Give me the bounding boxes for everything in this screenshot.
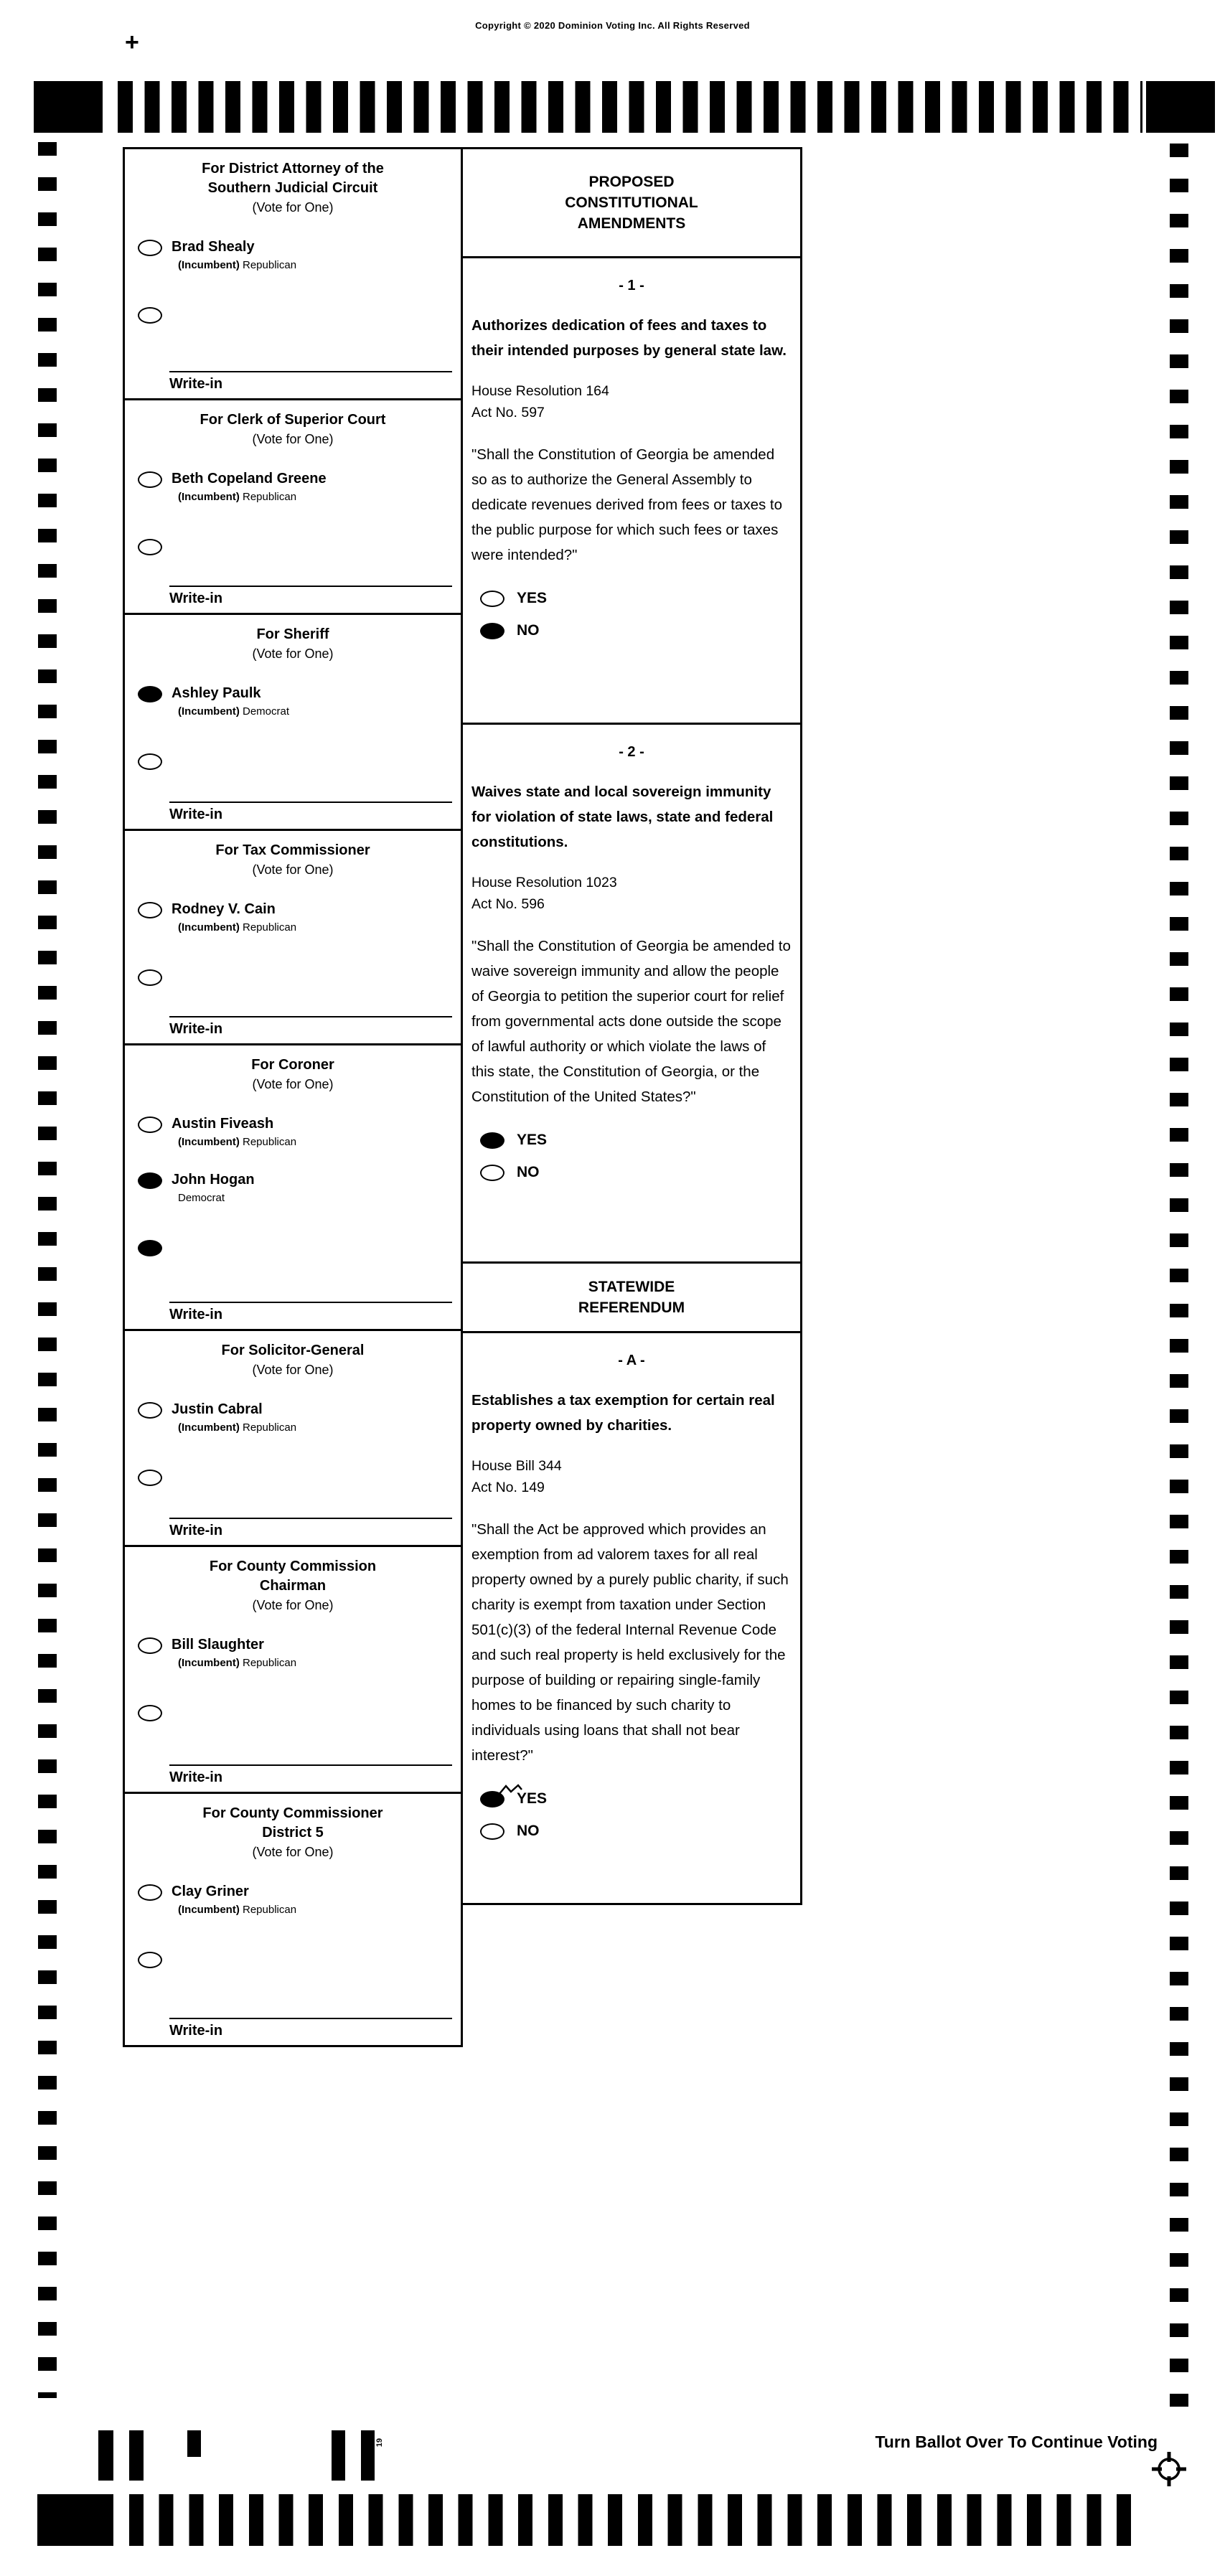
yes-label: YES xyxy=(517,589,548,606)
candidate-row xyxy=(138,1883,461,1917)
write-in-line[interactable] xyxy=(169,1764,452,1766)
candidate-text xyxy=(172,901,296,935)
amendments-header-line2: CONSTITUTIONAL xyxy=(565,194,698,211)
candidate-row xyxy=(138,238,461,273)
measure-number: - 1 - xyxy=(619,278,644,293)
vote-for-instruction: (Vote for One) xyxy=(252,647,334,661)
contest-district-attorney xyxy=(125,149,461,400)
candidate-name: Justin Cabral xyxy=(172,1401,263,1417)
candidate-text xyxy=(172,1883,296,1917)
contest-title-line1: For County Commission xyxy=(209,1559,377,1574)
write-in-oval[interactable] xyxy=(138,1240,162,1256)
timing-block-top-left xyxy=(34,81,103,133)
measure-ref-line2: Act No. 149 xyxy=(471,1480,545,1495)
id-bar xyxy=(361,2430,375,2481)
no-row xyxy=(480,1822,800,1840)
candidate-party xyxy=(178,1420,296,1435)
write-in-oval-row xyxy=(138,537,461,555)
write-in-line[interactable] xyxy=(169,1016,452,1017)
yes-oval[interactable] xyxy=(480,591,504,607)
party-label: Republican xyxy=(243,1657,297,1669)
candidate-party xyxy=(178,1190,255,1205)
vote-for-instruction: (Vote for One) xyxy=(252,1077,334,1091)
candidate-row xyxy=(138,1636,461,1670)
candidate-text xyxy=(172,685,289,719)
candidate-party xyxy=(178,1655,296,1670)
yes-label: YES xyxy=(517,1790,548,1807)
yes-row xyxy=(480,1790,800,1808)
write-in-block xyxy=(125,1016,461,1043)
statewide-referendum-header xyxy=(463,1264,800,1333)
write-in-oval[interactable] xyxy=(138,753,162,770)
timing-block-bottom-left xyxy=(37,2494,113,2546)
id-bar-label: 19 xyxy=(375,2438,384,2448)
contest-title xyxy=(125,1341,461,1360)
measure-reference xyxy=(471,872,792,915)
write-in-oval[interactable] xyxy=(138,307,162,324)
contest-title-line2: District 5 xyxy=(262,1825,324,1841)
vote-oval[interactable] xyxy=(138,1402,162,1419)
measure-amendment-1 xyxy=(463,258,800,725)
write-in-oval[interactable] xyxy=(138,1952,162,1968)
measure-reference xyxy=(471,380,792,423)
contest-sheriff xyxy=(125,615,461,831)
write-in-label: Write-in xyxy=(169,1523,223,1538)
measure-referendum-a xyxy=(463,1333,800,1903)
statewide-header-line1: STATEWIDE xyxy=(588,1279,675,1295)
registration-plus-icon: + xyxy=(125,29,139,56)
write-in-oval-row xyxy=(138,1950,461,1968)
measure-question: "Shall the Constitution of Georgia be amended to waive sovereign immunity and allow the people of Georgia to petition the superior court for relief from governmental acts done outside the scope of lawful authority or which violate the laws of this state, the Constitution of Georgia, or the Constitution of the United States?" xyxy=(471,938,791,1105)
measure-ref-line1: House Bill 344 xyxy=(471,1458,562,1474)
candidate-name: Clay Griner xyxy=(172,1884,249,1899)
write-in-block xyxy=(125,2018,461,2045)
measure-question: "Shall the Act be approved which provides an exemption from ad valorem taxes for all real property owned by a purely public charity, if such charity is exempt from taxation under Section 501(c)(3) of the federal Internal Revenue Code and such real property is held exclusively for the purpose of building or repairing single-family homes to be financed by such charity to individuals using loans that shall not bear interest?" xyxy=(471,1521,789,1764)
write-in-oval-row xyxy=(138,1238,461,1256)
incumbent-label: (Incumbent) xyxy=(178,259,240,271)
voter-stray-mark xyxy=(497,1783,523,1796)
candidate-name: Brad Shealy xyxy=(172,239,255,255)
write-in-label: Write-in xyxy=(169,807,223,822)
write-in-line[interactable] xyxy=(169,802,452,803)
vote-oval[interactable] xyxy=(138,902,162,918)
candidate-name: Ashley Paulk xyxy=(172,685,261,701)
write-in-line[interactable] xyxy=(169,1518,452,1519)
candidate-text xyxy=(172,1115,296,1150)
contest-title-line2: Southern Judicial Circuit xyxy=(207,180,378,196)
candidate-name: Rodney V. Cain xyxy=(172,901,276,917)
id-bar xyxy=(98,2430,113,2481)
no-label: NO xyxy=(517,621,540,639)
write-in-oval-row xyxy=(138,968,461,986)
contest-tax-commissioner xyxy=(125,831,461,1045)
write-in-label: Write-in xyxy=(169,1769,223,1785)
write-in-line[interactable] xyxy=(169,586,452,587)
contest-title xyxy=(125,159,461,198)
candidate-party xyxy=(178,704,289,719)
vote-for-instruction: (Vote for One) xyxy=(252,432,334,446)
contest-coroner xyxy=(125,1045,461,1331)
measure-summary: Waives state and local sovereign immunity for violation of state laws, state and federal constitutions. xyxy=(471,784,774,850)
write-in-label: Write-in xyxy=(169,2023,223,2039)
vote-oval[interactable] xyxy=(138,1172,162,1189)
contest-title-line1: For Clerk of Superior Court xyxy=(200,412,386,428)
contest-title-line1: For Sheriff xyxy=(256,626,329,642)
measure-ref-line1: House Resolution 1023 xyxy=(471,875,617,890)
party-label: Republican xyxy=(243,491,297,503)
contest-title xyxy=(125,1056,461,1075)
no-oval[interactable] xyxy=(480,1823,504,1840)
candidate-row xyxy=(138,1171,461,1205)
write-in-oval-row xyxy=(138,752,461,770)
candidate-row xyxy=(138,1401,461,1435)
incumbent-label: (Incumbent) xyxy=(178,1904,240,1916)
vote-for-instruction: (Vote for One) xyxy=(252,200,334,215)
contest-column xyxy=(123,147,463,2047)
party-label: Republican xyxy=(243,259,297,271)
contest-title xyxy=(125,625,461,644)
incumbent-label: (Incumbent) xyxy=(178,705,240,718)
candidate-name: Beth Copeland Greene xyxy=(172,471,327,486)
no-label: NO xyxy=(517,1163,540,1180)
contest-title-line1: For District Attorney of the xyxy=(202,161,384,177)
write-in-label: Write-in xyxy=(169,1307,223,1322)
vote-oval[interactable] xyxy=(138,1117,162,1133)
write-in-block xyxy=(125,802,461,829)
vote-for-instruction: (Vote for One) xyxy=(252,1363,334,1377)
vote-for-instruction: (Vote for One) xyxy=(252,1845,334,1859)
vote-for-instruction: (Vote for One) xyxy=(252,1598,334,1612)
contest-title-line1: For Coroner xyxy=(251,1057,334,1073)
no-label: NO xyxy=(517,1822,540,1839)
candidate-party xyxy=(178,1134,296,1150)
contest-commissioner-district-5 xyxy=(125,1794,461,2045)
candidate-name: John Hogan xyxy=(172,1172,255,1188)
candidate-text xyxy=(172,1401,296,1435)
amendments-header xyxy=(463,149,800,258)
party-label: Republican xyxy=(243,921,297,934)
timing-marks-top xyxy=(118,81,1142,133)
write-in-oval[interactable] xyxy=(138,1470,162,1486)
party-label: Republican xyxy=(243,1136,297,1148)
write-in-label: Write-in xyxy=(169,1021,223,1037)
vote-oval[interactable] xyxy=(138,1884,162,1901)
candidate-party xyxy=(178,920,296,935)
candidate-row xyxy=(138,470,461,504)
incumbent-label: (Incumbent) xyxy=(178,491,240,503)
write-in-block xyxy=(125,371,461,398)
write-in-block xyxy=(125,1764,461,1792)
write-in-oval-row xyxy=(138,306,461,324)
candidate-row xyxy=(138,1115,461,1150)
measure-summary: Authorizes dedication of fees and taxes to their intended purposes by general state law. xyxy=(471,317,787,359)
measure-ref-line2: Act No. 597 xyxy=(471,405,545,420)
write-in-line[interactable] xyxy=(169,2018,452,2019)
vote-oval[interactable] xyxy=(138,686,162,702)
measure-number: - A - xyxy=(618,1353,645,1368)
contest-title-line2: Chairman xyxy=(259,1578,327,1594)
candidate-text xyxy=(172,238,296,273)
candidate-text xyxy=(172,1636,296,1670)
candidate-party xyxy=(178,1902,296,1917)
timing-marks-right-column xyxy=(1170,144,1188,2407)
measure-question: "Shall the Constitution of Georgia be amended so as to authorize the General Assembly to dedicate revenues derived from fees or taxes to the public purpose for which such fees or taxes were intended?" xyxy=(471,446,783,563)
id-bar xyxy=(332,2430,345,2481)
candidate-party xyxy=(178,489,327,504)
candidate-text xyxy=(172,470,327,504)
incumbent-label: (Incumbent) xyxy=(178,1421,240,1434)
party-label: Democrat xyxy=(243,705,290,718)
party-label: Republican xyxy=(243,1904,297,1916)
party-label: Republican xyxy=(243,1421,297,1434)
contest-title-line1: For Solicitor-General xyxy=(221,1343,365,1358)
contest-solicitor-general xyxy=(125,1331,461,1547)
candidate-text xyxy=(172,1171,255,1205)
measure-ref-line1: House Resolution 164 xyxy=(471,383,609,399)
vote-oval[interactable] xyxy=(138,1637,162,1654)
contest-title-line1: For County Commissioner xyxy=(202,1805,383,1821)
measure-number: - 2 - xyxy=(619,744,644,760)
contest-title xyxy=(125,841,461,860)
timing-block-top-right xyxy=(1146,81,1215,133)
contest-title xyxy=(125,410,461,430)
no-row xyxy=(480,621,800,639)
amendments-header-line1: PROPOSED xyxy=(588,174,675,190)
incumbent-label: (Incumbent) xyxy=(178,1136,240,1148)
amendments-header-line3: AMENDMENTS xyxy=(577,215,686,232)
yes-oval[interactable] xyxy=(480,1132,504,1149)
incumbent-label: (Incumbent) xyxy=(178,921,240,934)
incumbent-label: (Incumbent) xyxy=(178,1657,240,1669)
vote-for-instruction: (Vote for One) xyxy=(252,862,334,877)
write-in-line[interactable] xyxy=(169,1302,452,1303)
write-in-oval-row xyxy=(138,1703,461,1721)
candidate-row xyxy=(138,685,461,719)
party-label: Democrat xyxy=(178,1192,225,1204)
write-in-label: Write-in xyxy=(169,376,223,392)
write-in-block xyxy=(125,1518,461,1545)
copyright-line: Copyright © 2020 Dominion Voting Inc. All Rights Reserved xyxy=(475,20,750,31)
contest-clerk-superior-court xyxy=(125,400,461,615)
timing-marks-left-column xyxy=(38,142,57,2398)
write-in-oval[interactable] xyxy=(138,539,162,555)
no-oval[interactable] xyxy=(480,1165,504,1181)
statewide-header-line2: REFERENDUM xyxy=(578,1299,685,1316)
vote-oval[interactable] xyxy=(138,240,162,256)
write-in-line[interactable] xyxy=(169,371,452,372)
write-in-oval[interactable] xyxy=(138,969,162,986)
candidate-name: Austin Fiveash xyxy=(172,1116,274,1132)
yes-row xyxy=(480,1131,800,1149)
registration-target-icon xyxy=(1147,2447,1191,2491)
write-in-block xyxy=(125,586,461,613)
yes-label: YES xyxy=(517,1131,548,1148)
id-bar-short xyxy=(187,2430,201,2457)
candidate-party xyxy=(178,258,296,273)
contest-title xyxy=(125,1557,461,1596)
yes-row xyxy=(480,589,800,607)
measure-ref-line2: Act No. 596 xyxy=(471,896,545,912)
write-in-oval[interactable] xyxy=(138,1705,162,1721)
measure-amendment-2 xyxy=(463,725,800,1264)
measure-summary: Establishes a tax exemption for certain real property owned by charities. xyxy=(471,1392,775,1434)
candidate-name: Bill Slaughter xyxy=(172,1637,264,1653)
no-row xyxy=(480,1163,800,1181)
id-bar xyxy=(129,2430,144,2481)
write-in-oval-row xyxy=(138,1468,461,1486)
measures-column xyxy=(461,147,802,1905)
write-in-label: Write-in xyxy=(169,591,223,606)
measure-reference xyxy=(471,1455,792,1498)
timing-marks-bottom xyxy=(129,2494,1141,2546)
candidate-row xyxy=(138,901,461,935)
vote-oval[interactable] xyxy=(138,471,162,488)
turn-ballot-over-text: Turn Ballot Over To Continue Voting xyxy=(875,2432,1158,2451)
contest-title-line1: For Tax Commissioner xyxy=(215,842,370,858)
contest-commission-chairman xyxy=(125,1547,461,1794)
write-in-block xyxy=(125,1302,461,1329)
no-oval[interactable] xyxy=(480,623,504,639)
contest-title xyxy=(125,1804,461,1843)
